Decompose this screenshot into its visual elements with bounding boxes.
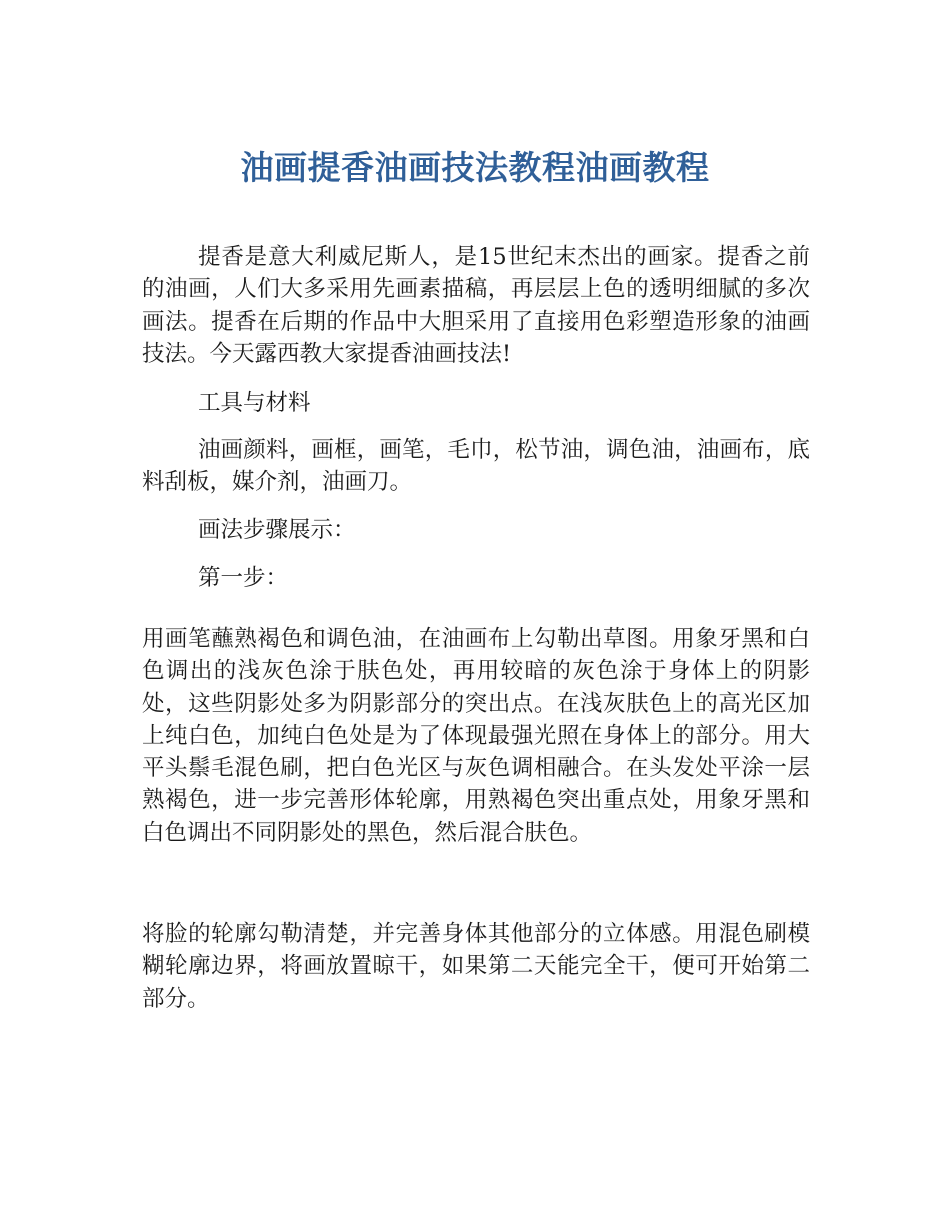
tools-heading: 工具与材料: [198, 390, 311, 416]
steps-heading: 画法步骤展示：: [198, 517, 356, 543]
intro-paragraph: 提香是意大利威尼斯人，是15世纪末杰出的画家。提香之前的油画，人们大多采用先画素描稿，再层层上色的透明细腻的多次画法。提香在后期的作品中大胆采用了直接用色彩塑造形象的油画技法。今天露西教大家提香油画技法!: [142, 244, 810, 367]
step-one-paragraph: 用画笔蘸熟褐色和调色油，在油画布上勾勒出草图。用象牙黑和白色调出的浅灰色涂于肤色处，再用较暗的灰色涂于身体上的阴影处，这些阴影处多为阴影部分的突出点。在浅灰肤色上的高光区加上纯白色，加纯白色处是为了体现最强光照在身体上的部分。用大平头鬃毛混色刷，把白色光区与灰色调相融合。在头发处平涂一层熟褐色，进一步完善形体轮廓，用熟褐色突出重点处，用象牙黑和白色调出不同阴影处的黑色，然后混合肤色。: [142, 626, 810, 846]
materials-paragraph: 油画颜料，画框，画笔，毛巾，松节油，调色油，油画布，底料刮板，媒介剂，油画刀。: [142, 437, 810, 496]
step-one-heading: 第一步：: [198, 565, 289, 591]
outline-paragraph: 将脸的轮廓勾勒清楚，并完善身体其他部分的立体感。用混色刷模糊轮廓边界，将画放置晾干，如果第二天能完全干，便可开始第二部分。: [142, 921, 810, 1012]
document-title: 油画提香油画技法教程油画教程: [240, 148, 710, 187]
